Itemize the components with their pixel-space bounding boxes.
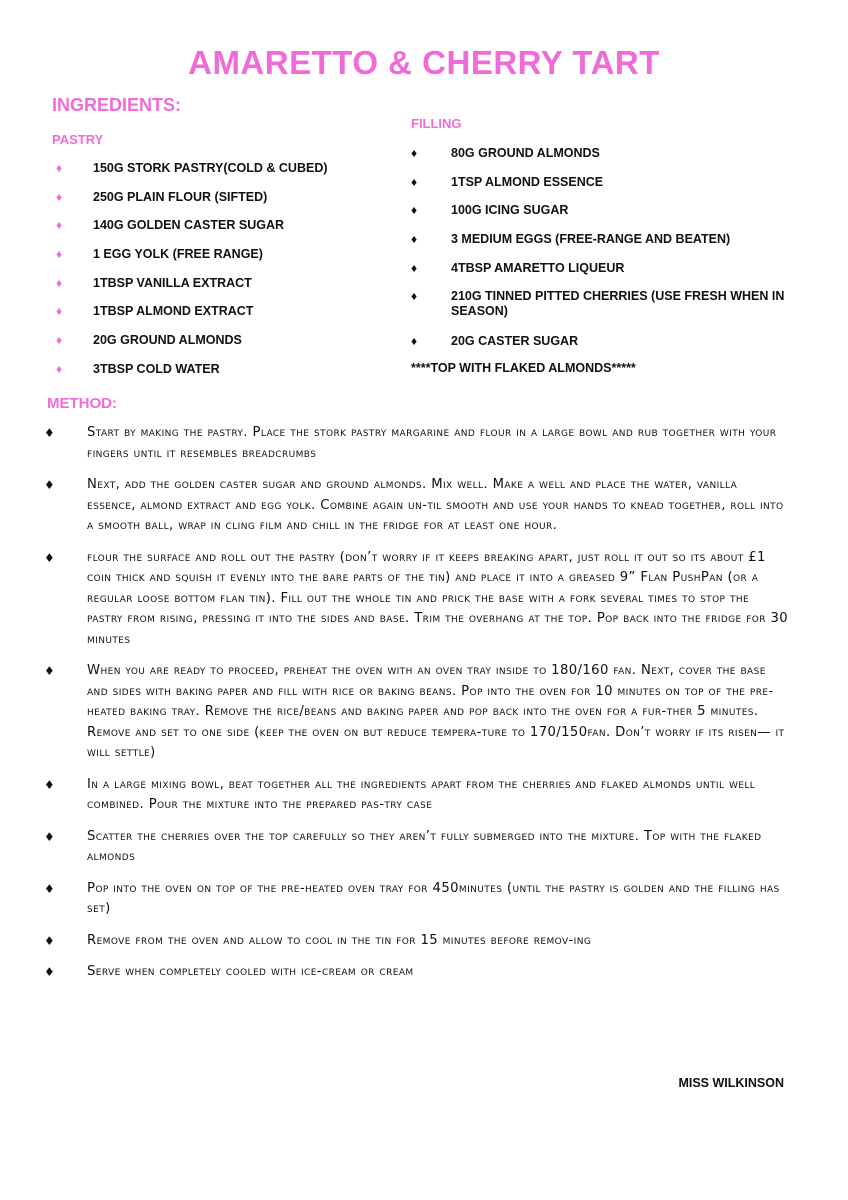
list-item: ♦ 140G GOLDEN CASTER SUGAR xyxy=(56,218,285,233)
diamond-bullet-icon: ♦ xyxy=(56,189,63,204)
list-item: ♦ 1TBSP ALMOND EXTRACT xyxy=(56,304,254,319)
list-item: ♦ 3 MEDIUM EGGS (FREE-RANGE AND BEATEN) xyxy=(411,232,731,247)
diamond-bullet-icon: ♦ xyxy=(56,247,63,262)
filling-heading: FILLING xyxy=(411,116,462,131)
diamond-bullet-icon: ♦ xyxy=(56,218,63,233)
list-item: ♦ 20G CASTER SUGAR xyxy=(411,334,579,349)
list-item: ♦ 20G GROUND ALMONDS xyxy=(56,333,242,348)
diamond-bullet-icon: ♦ xyxy=(44,933,56,948)
diamond-bullet-icon: ♦ xyxy=(411,289,418,304)
list-item: ♦ 3TBSP COLD WATER xyxy=(56,361,220,376)
diamond-bullet-icon: ♦ xyxy=(56,275,63,290)
method-step: ♦ Next, add the golden caster sugar and ground almonds. Mix well. Make a well and place the water, vanilla essence, almond extract and egg yolk. Combine again un-til smooth and use your hands to knead together, roll into a smooth ball, wrap in cling film and chill in the fridge for at least one hour. xyxy=(44,477,784,533)
list-item: ♦ 150G STORK PASTRY(COLD & CUBED) xyxy=(56,161,328,175)
method-heading: METHOD: xyxy=(47,395,117,412)
diamond-bullet-icon: ♦ xyxy=(44,550,56,565)
diamond-bullet-icon: ♦ xyxy=(411,174,418,189)
diamond-bullet-icon: ♦ xyxy=(44,664,56,678)
method-step: ♦ Scatter the cherries over the top carefully so they aren’t fully submerged into the mixture. Top with the flaked almonds xyxy=(44,828,762,864)
diamond-bullet-icon: ♦ xyxy=(56,333,63,348)
method-step: ♦ When you are ready to proceed, preheat the oven with an oven tray inside to 180/160 fan. Next, cover the base and sides with baking paper and fill with rice or baking beans. Pop into the oven for 10 minutes on top of the pre-heated baking tray. Remove the rice/beans and baking paper and pop back into the oven for a fur-ther 5 minutes. Remove and set to one side (keep the oven on but reduce tempera-ture to 170/150fan. Don’t worry if its risen— it will settle) xyxy=(44,663,785,760)
method-step: ♦ Pop into the oven on top of the pre-heated oven tray for 450minutes (until the pastry is golden and the filling has set) xyxy=(44,880,780,916)
method-steps xyxy=(44,423,789,994)
list-item: ♦ 1TSP ALMOND ESSENCE xyxy=(411,174,604,189)
diamond-bullet-icon: ♦ xyxy=(411,334,418,349)
method-step: ♦ flour the surface and roll out the pastry (don’t worry if it keeps breaking apart, just roll it out so its about £1 coin thick and squish it evenly into the bare parts of the tin) and place it into a greased 9” Flan PushPan (or a regular loose bottom flan tin). Fill out the whole tin and prick the base with a fork several times to stop the pastry from rising, pressing it into the sides and base. Trim the overhang at the top. Pop back into the fridge for 30 minutes xyxy=(44,549,789,647)
diamond-bullet-icon: ♦ xyxy=(56,304,63,319)
diamond-bullet-icon: ♦ xyxy=(411,260,418,275)
diamond-bullet-icon: ♦ xyxy=(44,965,56,979)
diamond-bullet-icon: ♦ xyxy=(44,777,56,792)
ingredients-heading: INGREDIENTS: xyxy=(52,95,182,115)
diamond-bullet-icon: ♦ xyxy=(56,161,63,175)
pastry-heading: PASTRY xyxy=(52,132,104,147)
diamond-bullet-icon: ♦ xyxy=(411,232,418,247)
method-step: ♦ Start by making the pastry. Place the stork pastry margarine and flour in a large bowl and rub together with your fingers until it resembles breadcrumbs xyxy=(44,425,777,461)
diamond-bullet-icon: ♦ xyxy=(44,478,56,492)
diamond-bullet-icon: ♦ xyxy=(44,829,56,844)
list-item: ♦ 1TBSP VANILLA EXTRACT xyxy=(56,275,252,290)
diamond-bullet-icon: ♦ xyxy=(56,361,63,376)
list-item: ♦ 210G TINNED PITTED CHERRIES (USE FRESH WHEN IN SEASON) xyxy=(411,289,785,319)
list-item: ♦ 80G GROUND ALMONDS xyxy=(411,146,600,160)
list-item: ♦ 250G PLAIN FLOUR (SIFTED) xyxy=(56,189,268,204)
recipe-title: AMARETTO & CHERRY TART xyxy=(188,44,660,81)
diamond-bullet-icon: ♦ xyxy=(44,426,56,440)
list-item: ♦ 100G ICING SUGAR xyxy=(411,203,569,218)
topping-note: ****TOP WITH FLAKED ALMONDS***** xyxy=(411,361,636,375)
list-item: ♦ 1 EGG YOLK (FREE RANGE) xyxy=(56,247,263,262)
method-step: ♦ Remove from the oven and allow to cool in the tin for 15 minutes before remov-ing xyxy=(44,931,789,952)
list-item: ♦ 4TBSP AMARETTO LIQUEUR xyxy=(411,260,625,275)
method-step: ♦ In a large mixing bowl, beat together all the ingredients apart from the cherries and flaked almonds until well combined. Pour the mixture into the prepared pas-try case xyxy=(44,776,756,812)
method-step: ♦ Serve when completely cooled with ice-cream or cream xyxy=(44,962,789,983)
filling-list xyxy=(411,146,791,363)
pastry-list xyxy=(56,161,386,391)
diamond-bullet-icon: ♦ xyxy=(411,203,418,218)
diamond-bullet-icon: ♦ xyxy=(411,146,418,160)
author-signature: MISS WILKINSON xyxy=(678,1076,784,1090)
diamond-bullet-icon: ♦ xyxy=(44,881,56,896)
